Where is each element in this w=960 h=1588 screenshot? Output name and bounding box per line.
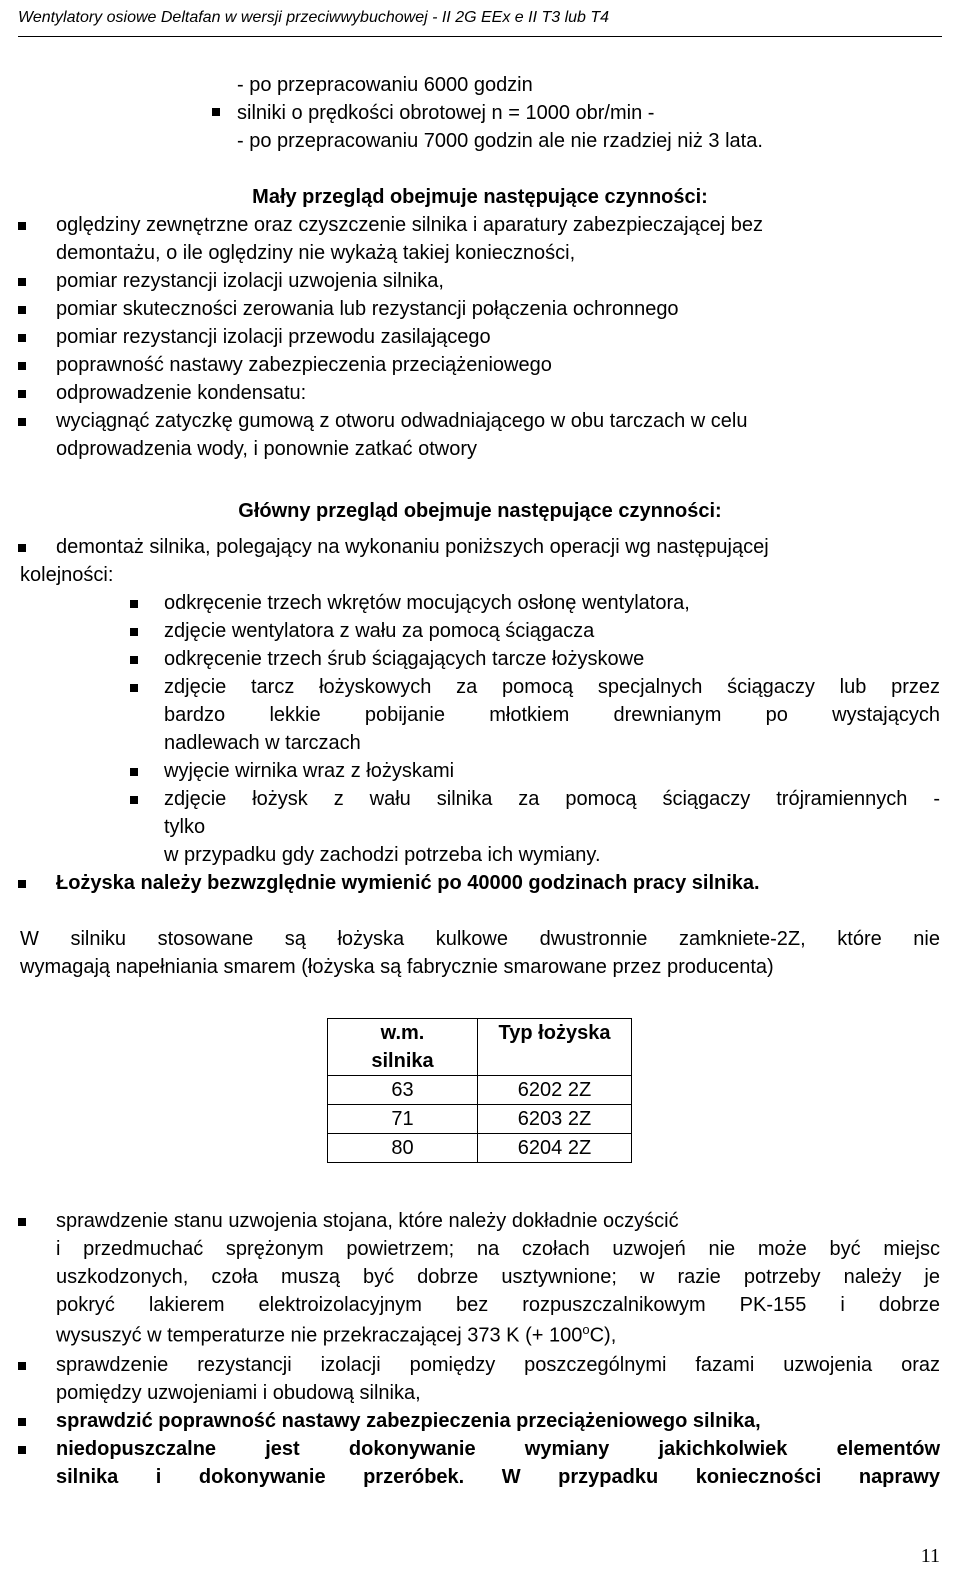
intro-line-3: - po przepracowaniu 7000 godzin ale nie rzadziej niż 3 lata. bbox=[237, 130, 763, 152]
bullet-icon bbox=[18, 306, 26, 314]
bullet-icon bbox=[18, 390, 26, 398]
major-subitem-6-line-3: w przypadku gdy zachodzi potrzeba ich wymiany. bbox=[164, 844, 601, 866]
minor-item-2: pomiar rezystancji izolacji uzwojenia silnika, bbox=[56, 270, 444, 292]
minor-item-5: poprawność nastawy zabezpieczenia przeciążeniowego bbox=[56, 354, 552, 376]
major-subitem-4-line-1: zdjęcie tarcz łożyskowych za pomocą specjalnych ściągaczy lub przez bbox=[164, 676, 940, 698]
table-cell: 6203 2Z bbox=[478, 1105, 632, 1134]
minor-item-4: pomiar rezystancji izolacji przewodu zasilającego bbox=[56, 326, 491, 348]
final-item-4-line-1: niedopuszczalne jest dokonywanie wymiany jakichkolwiek elementów bbox=[56, 1438, 940, 1460]
bullet-icon bbox=[130, 796, 138, 804]
bullet-icon bbox=[18, 362, 26, 370]
bullet-icon bbox=[130, 600, 138, 608]
major-subitem-3: odkręcenie trzech śrub ściągających tarcze łożyskowe bbox=[164, 648, 645, 670]
bullet-icon bbox=[18, 1446, 26, 1454]
major-subitem-1: odkręcenie trzech wkrętów mocujących osłonę wentylatora, bbox=[164, 592, 690, 614]
table-cell: 6202 2Z bbox=[478, 1076, 632, 1105]
bullet-icon bbox=[18, 222, 26, 230]
major-subitem-4-line-3: nadlewach w tarczach bbox=[164, 732, 361, 754]
major-subitem-6-line-1: zdjęcie łożysk z wału silnika za pomocą ściągaczy trójramiennych - bbox=[164, 788, 940, 810]
final-item-1-line-4: pokryć lakierem elektroizolacyjnym bez rozpuszczalnikowym PK-155 i dobrze bbox=[56, 1294, 940, 1316]
minor-item-1-line-1: oględziny zewnętrzne oraz czyszczenie silnika i aparatury zabezpieczającej bez bbox=[56, 214, 764, 236]
table-row bbox=[328, 1134, 632, 1163]
bullet-icon bbox=[130, 684, 138, 692]
major-item-line-1: demontaż silnika, polegający na wykonaniu poniższych operacji wg następującej bbox=[56, 536, 769, 558]
major-bold-item: Łożyska należy bezwzględnie wymienić po 40000 godzinach pracy silnika. bbox=[56, 872, 760, 894]
page-number: 11 bbox=[920, 1545, 940, 1567]
bullet-icon bbox=[18, 544, 26, 552]
final-item-3: sprawdzić poprawność nastawy zabezpieczenia przeciążeniowego silnika, bbox=[56, 1410, 761, 1432]
bullet-icon bbox=[130, 768, 138, 776]
header-title: Wentylatory osiowe Deltafan w wersji przeciwwybuchowej - II 2G EEx e II T3 lub T4 bbox=[18, 9, 610, 26]
bullet-icon bbox=[18, 278, 26, 286]
bullet-icon bbox=[18, 1418, 26, 1426]
table-header-motor-line-2: silnika bbox=[371, 1050, 434, 1072]
minor-item-7-line-1: wyciągnąć zatyczkę gumową z otworu odwadniającego w obu tarczach w celu bbox=[56, 410, 748, 432]
final-item-2-line-2: pomiędzy uzwojeniami i obudową silnika, bbox=[56, 1382, 421, 1404]
final-item-1-line-5-text: wysuszyć w temperaturze nie przekraczającej 373 K (+ 100 bbox=[56, 1324, 583, 1347]
table-header-motor-line-1: w.m. bbox=[380, 1022, 425, 1044]
final-item-1-line-5-end: C), bbox=[589, 1324, 617, 1347]
minor-item-7-line-2: odprowadzenia wody, i ponownie zatkać otwory bbox=[56, 438, 477, 460]
table-cell: 80 bbox=[328, 1134, 478, 1163]
table-row bbox=[328, 1105, 632, 1134]
bearing-table bbox=[327, 1018, 632, 1163]
minor-item-6: odprowadzenie kondensatu: bbox=[56, 382, 307, 404]
bearing-note-line-1: W silniku stosowane są łożyska kulkowe dwustronnie zamkniete-2Z, które nie bbox=[20, 928, 940, 950]
major-item-line-2: kolejności: bbox=[20, 564, 114, 586]
final-item-1-line-2: i przedmuchać sprężonym powietrzem; na czołach uzwojeń nie może być miejsc bbox=[56, 1238, 940, 1260]
table-header-cell-motor bbox=[328, 1019, 478, 1076]
bullet-icon bbox=[18, 334, 26, 342]
bullet-icon bbox=[18, 1218, 26, 1226]
bullet-icon bbox=[212, 108, 220, 116]
table-header-row bbox=[328, 1019, 632, 1076]
bullet-icon bbox=[130, 656, 138, 664]
bullet-icon bbox=[18, 1362, 26, 1370]
table-cell: 6204 2Z bbox=[478, 1134, 632, 1163]
bullet-icon bbox=[18, 880, 26, 888]
final-item-4-line-2: silnika i dokonywanie przeróbek. W przypadku konieczności naprawy bbox=[56, 1466, 940, 1488]
bullet-icon bbox=[18, 418, 26, 426]
minor-item-3: pomiar skuteczności zerowania lub rezystancji połączenia ochronnego bbox=[56, 298, 679, 320]
table-header-bearing-type: Typ łożyska bbox=[478, 1019, 632, 1076]
final-item-2-line-1: sprawdzenie rezystancji izolacji pomiędzy poszczególnymi fazami uzwojenia oraz bbox=[56, 1354, 940, 1376]
major-subitem-5: wyjęcie wirnika wraz z łożyskami bbox=[164, 760, 455, 782]
page-header bbox=[18, 8, 942, 37]
final-item-1-line-3: uszkodzonych, czoła muszą być dobrze usztywnione; w razie potrzeby należy je bbox=[56, 1266, 940, 1288]
final-item-1-line-1: sprawdzenie stanu uzwojenia stojana, które należy dokładnie oczyścić bbox=[56, 1210, 679, 1232]
table-cell: 63 bbox=[328, 1076, 478, 1105]
degree-superscript: o bbox=[582, 1322, 590, 1337]
major-subitem-4-line-2: bardzo lekkie pobijanie młotkiem drewnianym po wystających bbox=[164, 704, 940, 726]
bearing-note-line-2: wymagają napełniania smarem (łożyska są fabrycznie smarowane przez producenta) bbox=[20, 956, 774, 978]
minor-item-1-line-2: demontażu, o ile oględziny nie wykażą takiej konieczności, bbox=[56, 242, 576, 264]
major-heading: Główny przegląd obejmuje następujące czynności: bbox=[238, 500, 722, 522]
major-subitem-2: zdjęcie wentylatora z wału za pomocą ściągacza bbox=[164, 620, 595, 642]
minor-heading: Mały przegląd obejmuje następujące czynności: bbox=[252, 186, 708, 208]
bullet-icon bbox=[130, 628, 138, 636]
major-subitem-6-line-2: tylko bbox=[164, 816, 206, 838]
intro-line-2: silniki o prędkości obrotowej n = 1000 obr/min - bbox=[237, 102, 655, 124]
final-item-1-line-5 bbox=[56, 1322, 616, 1348]
intro-line-1: - po przepracowaniu 6000 godzin bbox=[237, 74, 533, 96]
table-cell: 71 bbox=[328, 1105, 478, 1134]
table-row bbox=[328, 1076, 632, 1105]
